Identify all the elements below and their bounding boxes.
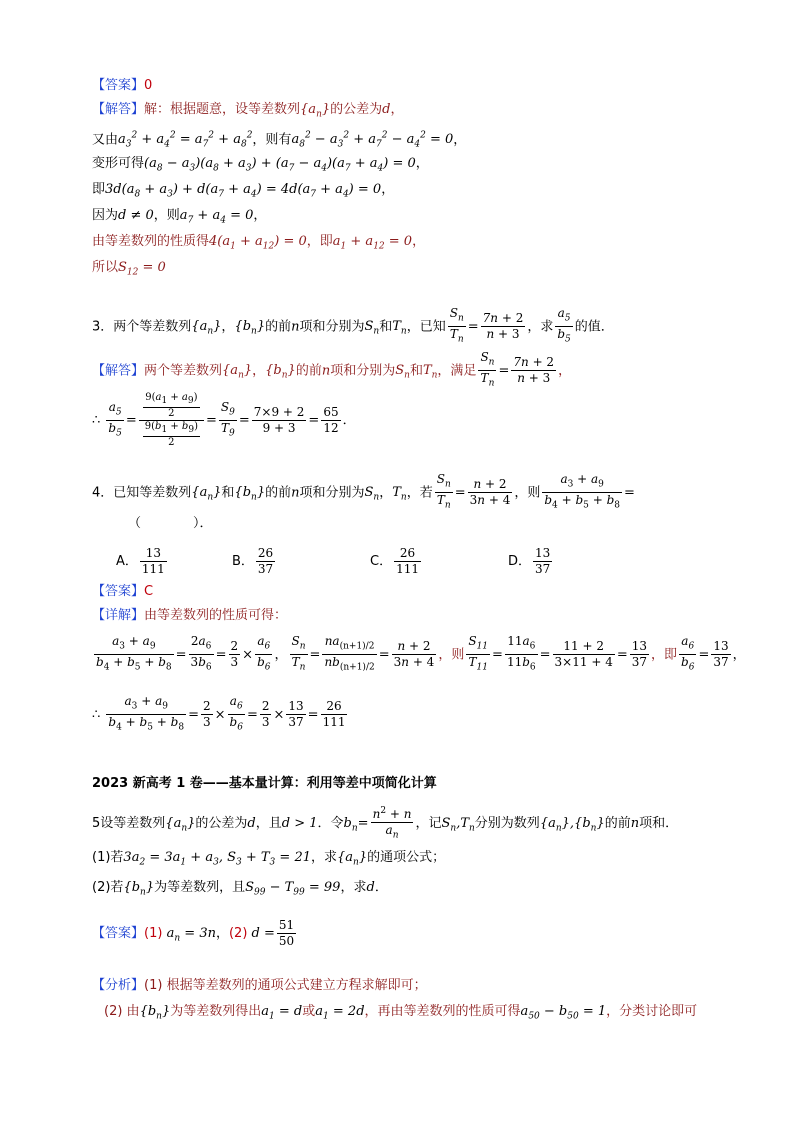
question-5-part-2: (2)若$\{b_n\}$为等差数列，且$S_{99} - T_{99} = 99$，求d． xyxy=(92,880,388,898)
solution-line-5: 因为d ≠ 0，则$a_7 + a_4 = 0$， xyxy=(92,208,267,226)
question-5-analysis-2: (2) 由$\{b_n\}$为等差数列得出$a_1 = d$或$a_1 = 2d$，再由等差数列的性质可得$a_{50} - b_{50} = 1$，分类讨论即可 xyxy=(104,1004,698,1022)
option-b[interactable]: B． $\frac{26}{37}$ xyxy=(232,546,274,576)
solution-line-2: 又由$a_3^2 + a_4^2 = a_7^2 + a_8^2$，则有$a_8^2 - a_3^2 + a_7^2 - a_4^2 = 0$， xyxy=(92,131,467,150)
question-4-calc-1: $\frac{a_3 + a_9}{b_4 + b_5 + b_8}$ = $\frac{2a_6}{3b_6}$ = $\frac{2}{3}$ × $\frac{a_6}{b_6}$ ， $\frac{S_n}{T_n}$ = $\frac{na_{(n+1)/2}}{nb_{(n+1)/2}}$ = $\frac{n + 2}{3n + 4}$ ，则 $\frac{S_{11}}{T_{11}}$ = $\frac{11a_6}{11b_6}$ = $\frac{11 + 2}{3\times 11 + 4}$ = $\frac{13}{37}$ ，即 $\frac{a_6}{b_6}$ = $\frac{13}{37}$ ， xyxy=(96,634,746,673)
question-4-detail: 【详解】由等差数列的性质可得： xyxy=(92,608,288,623)
solution-line-1: 【解答】解：根据题意，设等差数列$\{a_n\}$的公差为d， xyxy=(92,102,404,120)
option-a[interactable]: A． $\frac{13}{111}$ xyxy=(116,546,165,576)
section-title: 2023 新高考 1 卷——基本量计算：利用等差中项简化计算 xyxy=(92,776,437,791)
solution-line-6: 由等差数列的性质得$4(a_1 + a_{12}) = 0$，即$a_1 + a_{12} = 0$， xyxy=(92,234,426,252)
solution-line-4: 即$3d(a_8 + a_3) + d(a_7 + a_4) = 4d(a_7 + a_4) = 0$， xyxy=(92,182,395,200)
question-5-analysis-1: 【分析】(1) 根据等差数列的通项公式建立方程求解即可； xyxy=(92,978,427,993)
question-5-part-1: (1)若$3a_2 = 3a_1 + a_3$, $S_3 + T_3 = 21$，求$\{a_n\}$的通项公式； xyxy=(92,850,446,868)
question-3-calc: ∴ $\frac{a_5}{b_5}$ = $\frac{\frac{9(a_1 + a_9)}{2}}{\frac{9(b_1 + b_9)}{2}}$ = $\frac{S_9}{T_9}$ = $\frac{7\times 9 + 2}{9 + 3}$ = $\frac{65}{12}$ ． xyxy=(92,392,356,448)
option-d[interactable]: D． $\frac{13}{37}$ xyxy=(508,546,551,576)
solution-line-7: 所以$S_{12} = 0$ xyxy=(92,260,166,278)
question-3: 3．两个等差数列$\{a_n\}$，$\{b_n\}$的前n项和分别为$S_n$和$T_n$，已知 $\frac{S_n}{T_n}$ = $\frac{7n + 2}{n + 3}$ ，求 $\frac{a_5}{b_5}$ 的值． xyxy=(92,306,614,345)
question-3-solution: 【解答】两个等差数列$\{a_n\}$，$\{b_n\}$的前n项和分别为$S_n$和$T_n$，满足 $\frac{S_n}{T_n}$ = $\frac{7n + 2}{n + 3}$ ， xyxy=(92,350,572,389)
question-5: 5设等差数列$\{a_n\}$的公差为d，且d > 1．令$b_n=$ $\frac{n^2 + n}{a_n}$ ，记$S_n,T_n$分别为数列$\{a_n\},\{b_n\}$的前n项和． xyxy=(92,806,679,841)
answer-tag: 【答案】 xyxy=(92,78,145,93)
question-5-answer: 【答案】(1) $a_n = 3n$，(2) d = $\frac{51}{50}$ xyxy=(92,918,295,948)
question-4: 4．已知等差数列$\{a_n\}$和$\{b_n\}$的前n项和分别为$S_n$，$T_n$，若 $\frac{S_n}{T_n}$ = $\frac{n + 2}{3n + 4}$ ，则 $\frac{a_3 + a_9}{b_4 + b_5 + b_8}$ = xyxy=(92,472,635,511)
solution-line-3: 变形可得$(a_8 - a_3)(a_8 + a_3) + (a_7 - a_4)(a_7 + a_4) = 0$， xyxy=(92,156,429,174)
option-c[interactable]: C． $\frac{26}{111}$ xyxy=(370,546,419,576)
question-4-calc-2: ∴ $\frac{a_3 + a_9}{b_4 + b_5 + b_8}$ = $\frac{2}{3}$ × $\frac{a_6}{b_6}$ = $\frac{2}{3}$ × $\frac{13}{37}$ = $\frac{26}{111}$ xyxy=(92,694,346,733)
answer-line-1 xyxy=(92,76,152,96)
solution-tag: 【解答】 xyxy=(92,102,145,117)
question-4-blank: （ ）． xyxy=(128,516,213,531)
question-4-answer: 【答案】C xyxy=(92,584,154,599)
answer-value: 0 xyxy=(144,78,153,93)
